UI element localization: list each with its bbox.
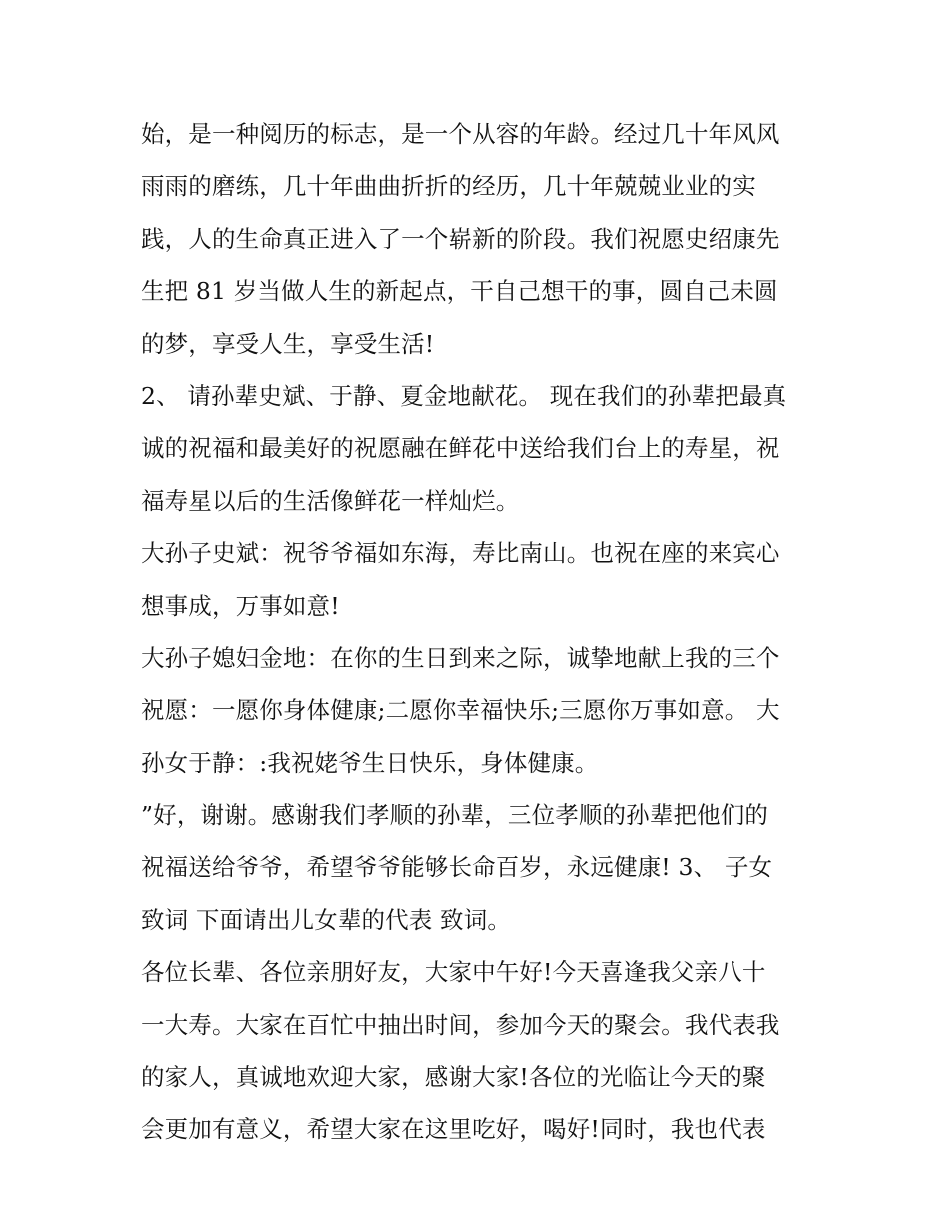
text-line: 祝愿：一愿你身体健康;二愿你幸福快乐;三愿你万事如意。 大 xyxy=(141,696,780,725)
text-line: 生把 81 岁当做人生的新起点，干自己想干的事，圆自己未圆 xyxy=(141,277,778,306)
text-line: 始，是一种阅历的标志，是一个从容的年龄。经过几十年风风 xyxy=(141,120,780,148)
text-line: 一大寿。大家在百忙中抽出时间，参加今天的聚会。我代表我 xyxy=(141,1010,780,1039)
text-line: 会更加有意义，希望大家在这里吃好，喝好!同时，我也代表 xyxy=(141,1115,766,1144)
text-line: 福寿星以后的生活像鲜花一样灿烂。 xyxy=(141,486,520,515)
text-line: ”好，谢谢。感谢我们孝顺的孙辈，三位孝顺的孙辈把他们的 xyxy=(141,801,769,830)
text-line: 致词 下面请出儿女辈的代表 致词。 xyxy=(141,905,511,934)
text-line: 践，人的生命真正进入了一个崭新的阶段。我们祝愿史绍康先 xyxy=(141,224,780,253)
text-line: 想事成，万事如意! xyxy=(141,591,340,620)
text-line: 大孙子媳妇金地：在你的生日到来之际，诚挚地献上我的三个 xyxy=(141,643,780,672)
text-line: 雨雨的磨练，几十年曲曲折折的经历，几十年兢兢业业的实 xyxy=(141,172,756,201)
text-line: 孙女于静：:我祝姥爷生日快乐，身体健康。 xyxy=(141,748,599,777)
text-line: 各位长辈、各位亲朋好友，大家中午好!今天喜逢我父亲八十 xyxy=(141,958,766,987)
text-line: 的家人，真诚地欢迎大家，感谢大家!各位的光临让今天的聚 xyxy=(141,1063,766,1092)
text-line: 大孙子史斌：祝爷爷福如东海，寿比南山。也祝在座的来宾心 xyxy=(141,539,780,568)
text-line: 诚的祝福和最美好的祝愿融在鲜花中送给我们台上的寿星，祝 xyxy=(141,434,780,463)
document-body xyxy=(141,108,821,1156)
text-line: 的梦，享受人生，享受生活! xyxy=(141,329,435,358)
text-line: 祝福送给爷爷，希望爷爷能够长命百岁，永远健康! 3、 子女 xyxy=(141,853,773,882)
text-line: 2、 请孙辈史斌、于静、夏金地献花。 现在我们的孙辈把最真 xyxy=(141,381,787,410)
